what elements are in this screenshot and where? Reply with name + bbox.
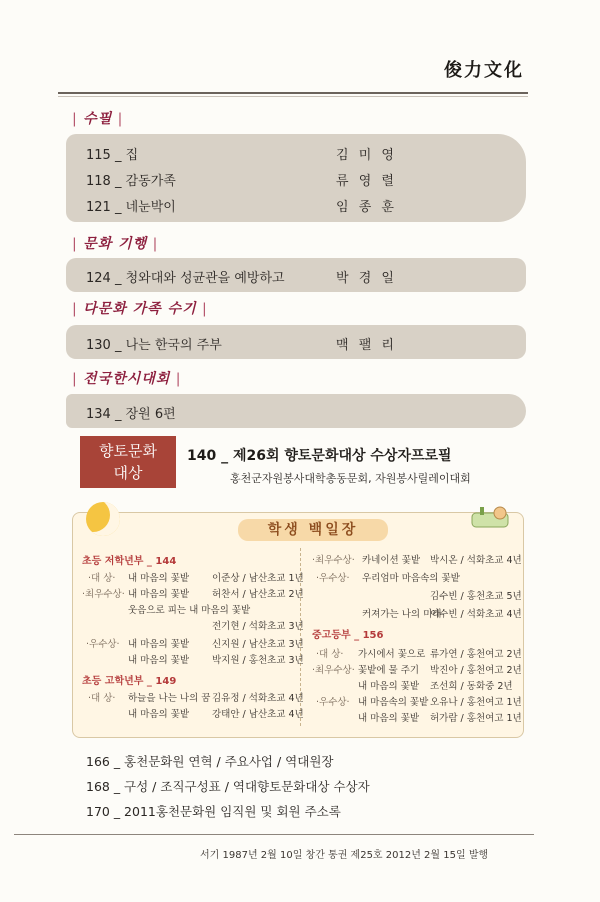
winner-title: 하늘을 나는 나의 꿈 bbox=[128, 693, 211, 704]
winner-title: 내 마음의 꽃밭 bbox=[358, 681, 420, 692]
winner-line: ·대 상· bbox=[88, 693, 116, 704]
essay-band bbox=[66, 134, 526, 222]
section-label-travel: | 문화 기행 | bbox=[72, 236, 159, 252]
winner-title: 내 마음속의 꽃밭 bbox=[358, 697, 429, 708]
toc-entry[interactable]: 118 _ 감동가족 bbox=[86, 174, 176, 189]
section-label-essay: | 수필 | bbox=[72, 111, 124, 127]
scroll-icon bbox=[470, 505, 512, 531]
winner-name: 이준상 / 남산초교 1년 bbox=[212, 573, 304, 584]
winner-name: 이수빈 / 석화초교 4년 bbox=[430, 609, 522, 620]
toc-entry[interactable]: 170 _ 2011홍천문화원 임직원 및 회원 주소록 bbox=[86, 804, 341, 819]
author-name: 김 미 영 bbox=[336, 148, 397, 163]
toc-entry[interactable]: 166 _ 홍천문화원 연혁 / 주요사업 / 역대원장 bbox=[86, 754, 334, 769]
winner-line: ·대 상· bbox=[316, 649, 344, 660]
winner-line: ·최우수상· bbox=[82, 589, 125, 600]
toc-entry[interactable]: 130 _ 나는 한국의 주부 bbox=[86, 338, 222, 353]
award-subtitle: 홍천군자원봉사대학총동문회, 자원봉사릴레이대회 bbox=[230, 472, 471, 485]
award-title[interactable]: 140 _ 제26회 향토문화대상 수상자프로필 bbox=[187, 448, 452, 464]
winner-name: 박시온 / 석화초교 4년 bbox=[430, 555, 522, 566]
toc-entry[interactable]: 121 _ 네눈박이 bbox=[86, 200, 176, 215]
toc-entry[interactable]: 124 _ 청와대와 성균관을 예방하고 bbox=[86, 271, 285, 286]
section-label-poetry: | 전국한시대회 | bbox=[72, 371, 182, 387]
header-rule-thin bbox=[58, 96, 528, 97]
winner-line: ·최우수상· bbox=[312, 665, 355, 676]
winner-line: ·대 상· bbox=[88, 573, 116, 584]
winner-title: 내 마음의 꽃밭 bbox=[128, 573, 190, 584]
brand-logo: 俊力文化 bbox=[444, 60, 524, 81]
winner-name: 조선희 / 동화중 2년 bbox=[430, 681, 513, 692]
winner-title: 내 마음의 꽃밭 bbox=[128, 709, 190, 720]
winner-title: 내 마음의 꽃밭 bbox=[128, 655, 190, 666]
group-label: 초등 저학년부 _ 144 bbox=[82, 556, 177, 567]
author-name: 류 영 렬 bbox=[336, 174, 397, 189]
winner-name: 신지원 / 남산초교 3년 bbox=[212, 639, 304, 650]
award-badge: 향토문화 대상 bbox=[80, 436, 176, 488]
winner-name: 강태안 / 남산초교 4년 bbox=[212, 709, 304, 720]
winner-name: 허가람 / 홍천여고 1년 bbox=[430, 713, 522, 724]
group-label: 초등 고학년부 _ 149 bbox=[82, 676, 177, 687]
winner-line: ·우수상· bbox=[316, 697, 350, 708]
winner-name: 박지원 / 홍천초교 3년 bbox=[212, 655, 304, 666]
winner-name: 허찬서 / 남산초교 2년 bbox=[212, 589, 304, 600]
winner-name: 전기현 / 석화초교 3년 bbox=[212, 621, 304, 632]
author-name: 박 경 일 bbox=[336, 271, 397, 286]
section-label-multicultural: | 다문화 가족 수기 | bbox=[72, 301, 208, 317]
winner-title: 내 마음의 꽃밭 bbox=[128, 589, 190, 600]
moon-icon bbox=[86, 502, 120, 536]
footer-rule bbox=[14, 834, 534, 835]
winner-title: 가시에서 꽃으로 bbox=[358, 649, 426, 660]
winner-title: 내 마음의 꽃밭 bbox=[128, 639, 190, 650]
winner-name: 박진아 / 홍천여고 2년 bbox=[430, 665, 522, 676]
winner-line: ·최우수상· bbox=[312, 555, 355, 566]
author-name: 임 종 훈 bbox=[336, 200, 397, 215]
winner-name: 오유나 / 홍천여고 1년 bbox=[430, 697, 522, 708]
toc-entry[interactable]: 168 _ 구성 / 조직구성표 / 역대향토문화대상 수상자 bbox=[86, 779, 370, 794]
winner-name: 류가연 / 홍천여고 2년 bbox=[430, 649, 522, 660]
winner-title: 카네이션 꽃밭 bbox=[362, 555, 421, 566]
publication-info: 서기 1987년 2월 10일 창간 통권 제25호 2012년 2월 15일 발행 bbox=[200, 850, 489, 861]
winner-title: 커져가는 나의 미래 bbox=[362, 609, 442, 620]
poetry-band bbox=[66, 394, 526, 428]
winner-name: 김수빈 / 홍천초교 5년 bbox=[430, 591, 522, 602]
toc-entry[interactable]: 115 _ 집 bbox=[86, 148, 139, 163]
author-name: 맥 팰 리 bbox=[336, 338, 397, 353]
winner-title: 우리엄마 마음속의 꽃밭 bbox=[362, 573, 460, 584]
winner-line: ·우수상· bbox=[86, 639, 120, 650]
winner-line: ·우수상· bbox=[316, 573, 350, 584]
winner-name: 김유정 / 석화초교 4년 bbox=[212, 693, 304, 704]
multicultural-band bbox=[66, 325, 526, 359]
travel-band bbox=[66, 258, 526, 292]
winner-title: 꽃밭에 물 주기 bbox=[358, 665, 420, 676]
student-contest-title: 학생 백일장 bbox=[238, 519, 388, 541]
toc-entry[interactable]: 134 _ 장원 6편 bbox=[86, 407, 176, 422]
group-label: 중고등부 _ 156 bbox=[312, 630, 384, 641]
winner-title: 내 마음의 꽃밭 bbox=[358, 713, 420, 724]
winner-title: 웃음으로 피는 내 마음의 꽃밭 bbox=[128, 605, 251, 616]
header-rule bbox=[58, 92, 528, 94]
